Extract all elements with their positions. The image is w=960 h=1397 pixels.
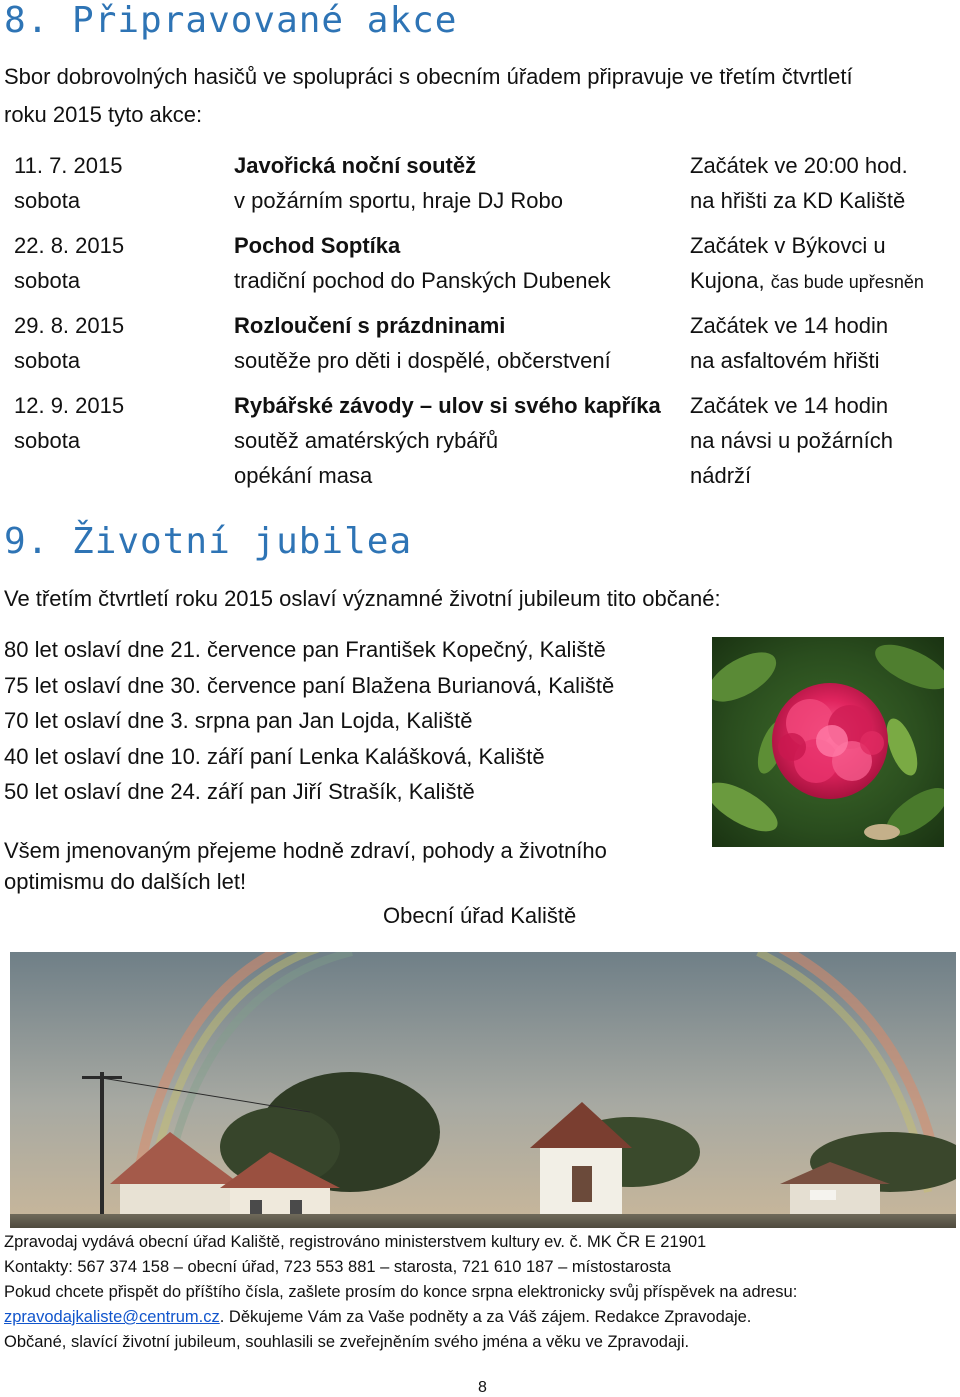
peony-image xyxy=(712,637,944,847)
list-item: 50 let oslaví dne 24. září pan Jiří Strašík, Kaliště xyxy=(4,779,475,804)
event-date-2 xyxy=(14,228,124,298)
list-item: 70 let oslaví dne 3. srpna pan Jan Lojda, Kaliště xyxy=(4,708,473,733)
event-date: 12. 9. 2015 xyxy=(14,393,125,418)
event-date-3 xyxy=(14,308,124,378)
event-info-place-extra: nádrží xyxy=(690,463,752,488)
event-info-place-main: Kujona, xyxy=(690,268,771,293)
list-item: 75 let oslaví dne 30. července paní Blažena Burianová, Kaliště xyxy=(4,672,615,698)
section-8-intro xyxy=(4,58,954,134)
event-day: sobota xyxy=(14,428,81,453)
section-9-heading: 9. Životní jubilea xyxy=(4,521,413,562)
event-date-1 xyxy=(14,148,122,218)
event-day: sobota xyxy=(14,268,81,293)
footer-thanks: . Děkujeme Vám za Vaše podněty a za Váš zájem. Redakce Zpravodaje. xyxy=(219,1308,752,1326)
event-description: v požárním sportu, hraje DJ Robo xyxy=(234,188,563,213)
event-day: sobota xyxy=(14,348,81,373)
event-info-place: na hřišti za KD Kaliště xyxy=(690,188,906,213)
event-info-2 xyxy=(690,228,924,300)
wish-line-2: optimismu do dalších let! xyxy=(4,869,247,894)
event-info-3 xyxy=(690,308,888,378)
event-date: 22. 8. 2015 xyxy=(14,233,125,258)
footer-consent: Občané, slavící životní jubileum, souhlasili se zveřejněním svého jména a věku ve Zpravodaji. xyxy=(4,1333,690,1351)
event-title: Pochod Soptíka xyxy=(234,233,401,258)
event-title: Javořická noční soutěž xyxy=(234,153,477,178)
event-info-place xyxy=(690,263,924,300)
event-info-start: Začátek ve 14 hodin xyxy=(690,393,889,418)
event-desc-2 xyxy=(234,228,611,298)
event-info-4 xyxy=(690,388,893,493)
event-date: 29. 8. 2015 xyxy=(14,313,125,338)
event-info-place: na asfaltovém hřišti xyxy=(690,348,880,373)
event-description: soutěž amatérských rybářů xyxy=(234,428,499,453)
village-image xyxy=(10,952,956,1228)
event-date: 11. 7. 2015 xyxy=(14,153,123,178)
footer-email-line xyxy=(4,1305,797,1330)
event-info-start: Začátek ve 20:00 hod. xyxy=(690,153,908,178)
signature: Obecní úřad Kaliště xyxy=(383,903,577,928)
list-item: 80 let oslaví dne 21. července pan František Kopečný, Kaliště xyxy=(4,637,606,662)
event-desc-3 xyxy=(234,308,611,378)
wish-line-1: Všem jmenovaným přejeme hodně zdraví, pohody a životního xyxy=(4,838,607,863)
wishes xyxy=(4,835,607,897)
event-description: tradiční pochod do Panských Dubenek xyxy=(234,268,611,293)
intro-line-1: Sbor dobrovolných hasičů ve spolupráci s obecním úřadem připravuje ve třetím čtvrtletí xyxy=(4,64,853,89)
footer-contacts: Kontakty: 567 374 158 – obecní úřad, 723 553 881 – starosta, 721 610 187 – místostarosta xyxy=(4,1258,671,1276)
event-info-1 xyxy=(690,148,908,218)
event-desc-1 xyxy=(234,148,563,218)
event-title: Rybářské závody – ulov si svého kapříka xyxy=(234,393,661,418)
jubilee-list xyxy=(4,632,614,810)
event-info-start: Začátek v Býkovci u xyxy=(690,233,886,258)
email-link[interactable]: zpravodajkaliste@centrum.cz xyxy=(4,1308,220,1326)
footer xyxy=(4,1230,797,1355)
event-description-extra: opékání masa xyxy=(234,463,373,488)
event-date-4 xyxy=(14,388,124,458)
list-item: 40 let oslaví dne 10. září paní Lenka Kalášková, Kaliště xyxy=(4,743,545,769)
event-description: soutěže pro děti i dospělé, občerstvení xyxy=(234,348,611,373)
event-info-place: na návsi u požárních xyxy=(690,428,894,453)
event-info-start: Začátek ve 14 hodin xyxy=(690,313,889,338)
event-day: sobota xyxy=(14,188,81,213)
section-9-intro: Ve třetím čtvrtletí roku 2015 oslaví významné životní jubileum tito občané: xyxy=(4,586,721,611)
event-info-time-note: čas bude upřesněn xyxy=(770,272,924,292)
page-number: 8 xyxy=(478,1379,487,1396)
intro-line-2: roku 2015 tyto akce: xyxy=(4,102,203,127)
peony-photo xyxy=(712,637,944,847)
footer-registration: Zpravodaj vydává obecní úřad Kaliště, registrováno ministerstvem kultury ev. č. MK ČR E 21901 xyxy=(4,1233,707,1251)
village-rainbow-photo xyxy=(10,952,956,1228)
section-8-heading: 8. Připravované akce xyxy=(4,0,458,41)
footer-contribution: Pokud chcete přispět do příštího čísla, zašlete prosím do konce srpna elektronicky svůj příspěvek na adresu: xyxy=(4,1283,798,1301)
event-title: Rozloučení s prázdninami xyxy=(234,313,506,338)
event-desc-4 xyxy=(234,388,661,493)
